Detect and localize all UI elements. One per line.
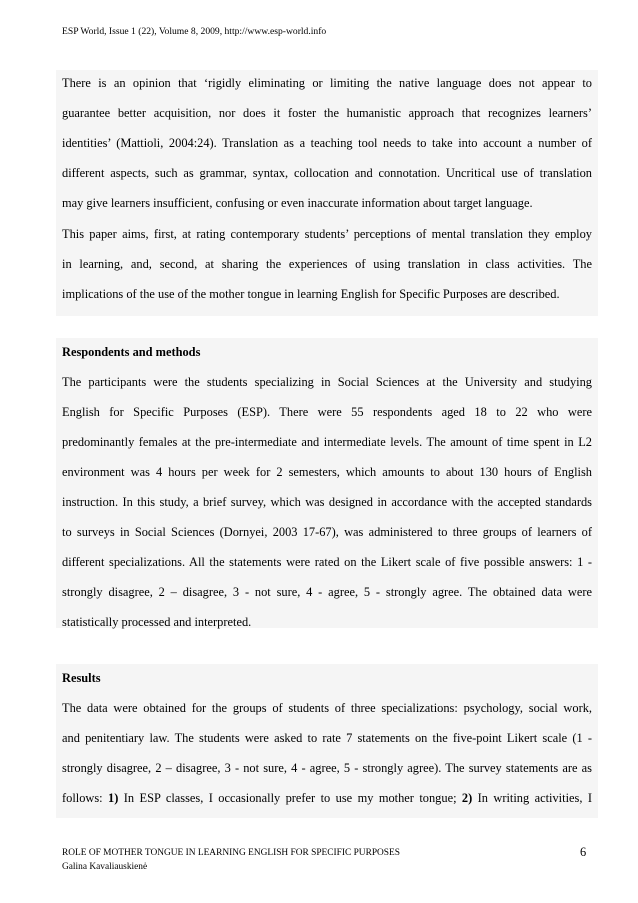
running-header: ESP World, Issue 1 (22), Volume 8, 2009, http://www.esp-world.info — [62, 26, 327, 37]
paragraph-line: identities’ (Mattioli, 2004:24). Translation as a teaching tool needs to take into account a number of — [62, 136, 592, 150]
paragraph-line: in learning, and, second, at sharing the experiences of using translation in class activities. The — [62, 257, 592, 271]
paragraph-line: different specializations. All the statements were rated on the Likert scale of five possible answers: 1 - — [62, 555, 592, 569]
paragraph-line: implications of the use of the mother tongue in learning English for Specific Purposes are described. — [62, 287, 560, 301]
paragraph-line: predominantly females at the pre-intermediate and intermediate levels. The amount of time spent in L2 — [62, 435, 592, 449]
paragraph-line: different aspects, such as grammar, syntax, collocation and connotation. Uncritical use of translation — [62, 166, 592, 180]
paragraph-line: environment was 4 hours per week for 2 semesters, which amounts to about 130 hours of English — [62, 465, 592, 479]
section-heading-results: Results — [62, 671, 101, 685]
paragraph-line: English for Specific Purposes (ESP). There were 55 respondents aged 18 to 22 who were — [62, 405, 592, 419]
paragraph-line: This paper aims, first, at rating contemporary students’ perceptions of mental translation they employ — [62, 227, 592, 241]
paragraph-line: strongly disagree, 2 – disagree, 3 - not sure, 4 - agree, 5 - strongly agree. The obtained data were — [62, 585, 592, 599]
paragraph-line: may give learners insufficient, confusing or even inaccurate information about target language. — [62, 196, 533, 210]
paragraph-line: The participants were the students specializing in Social Sciences at the University and studying — [62, 375, 592, 389]
paragraph-line: and penitentiary law. The students were asked to rate 7 statements on the five-point Likert scale (1 - — [62, 731, 592, 745]
paragraph-line: to surveys in Social Sciences (Dornyei, 2003 17-67), was administered to three groups of learners of — [62, 525, 592, 539]
paragraph-line: statistically processed and interpreted. — [62, 615, 252, 629]
paragraph-line: There is an opinion that ‘rigidly eliminating or limiting the native language does not appear to — [62, 76, 592, 90]
paragraph-line: guarantee better acquisition, nor does it foster the humanistic approach that recognizes learners’ — [62, 106, 592, 120]
paragraph-line: The data were obtained for the groups of students of three specializations: psychology, social work, — [62, 701, 592, 715]
footer-title: ROLE OF MOTHER TONGUE IN LEARNING ENGLISH FOR SPECIFIC PURPOSES — [62, 848, 400, 858]
page-number: 6 — [580, 845, 587, 859]
footer-author: Galina Kavaliauskienė — [62, 862, 148, 872]
paragraph-line: strongly disagree, 2 – disagree, 3 - not sure, 4 - agree, 5 - strongly agree). The survey statements are as — [62, 761, 592, 775]
section-heading-methods: Respondents and methods — [62, 345, 201, 359]
paragraph-line: instruction. In this study, a brief survey, which was designed in accordance with the accepted standards — [62, 495, 592, 509]
paragraph-line-mixed: follows: 1) In ESP classes, I occasionally prefer to use my mother tongue; 2) In writing activities, I — [62, 791, 592, 805]
